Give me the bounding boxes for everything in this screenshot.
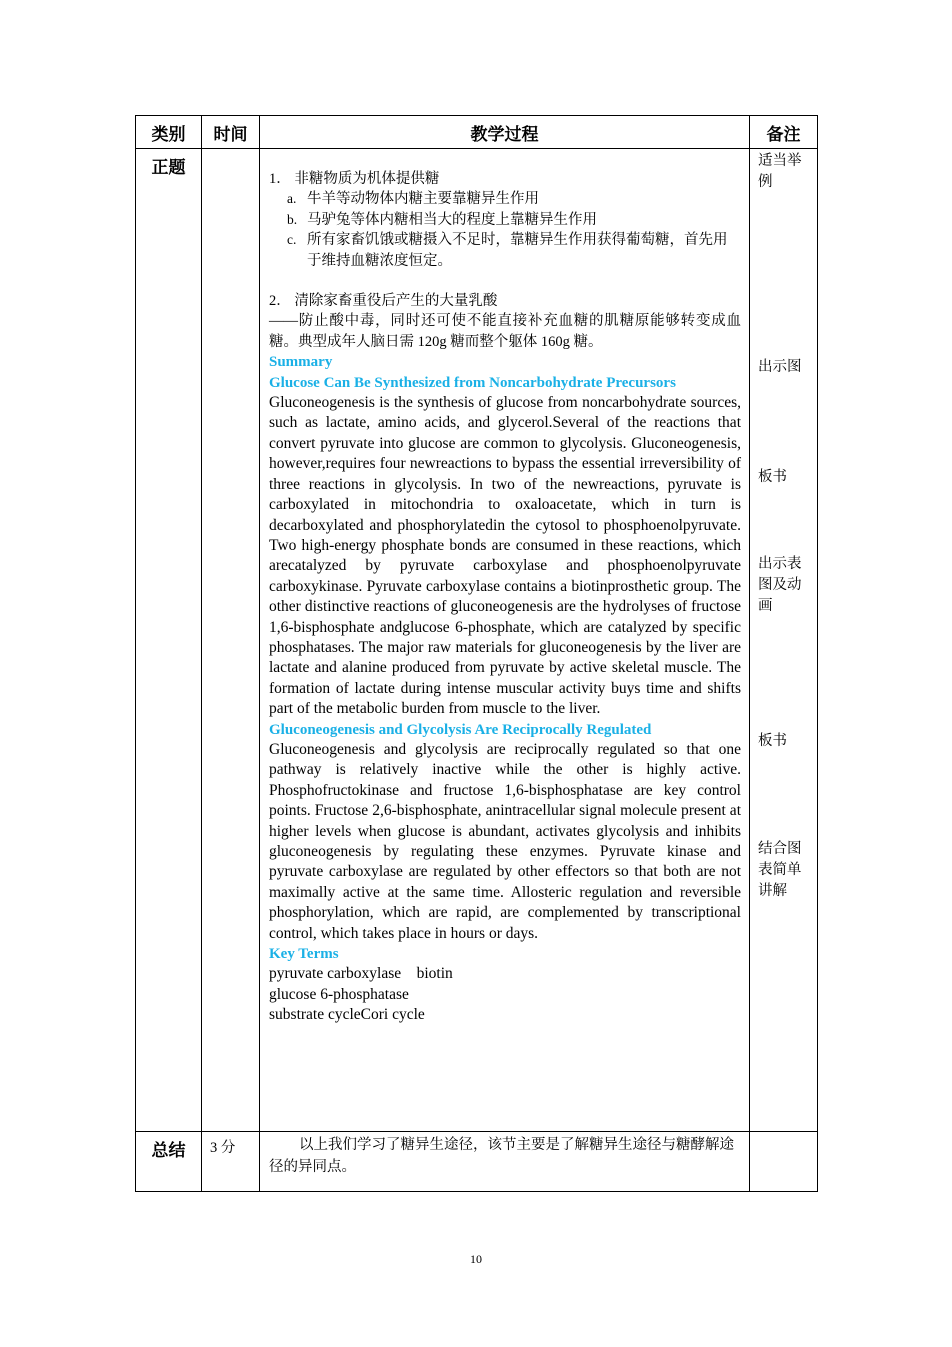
summary-row xyxy=(136,1132,818,1192)
note-item: 出示表图及动画 xyxy=(758,556,802,614)
summary-time: 3 分 xyxy=(202,1132,260,1192)
point1-title: 1． 非糖物质为机体提供糖 xyxy=(269,171,440,187)
summary-process-text: 以上我们学习了糖异生途径，该节主要是了解糖异生途径与糖酵解途径的异同点。 xyxy=(269,1137,734,1175)
note-item: 板书 xyxy=(758,733,787,749)
point1-item xyxy=(287,189,741,209)
lesson-plan-table xyxy=(135,115,818,1192)
note-item: 结合图表简单讲解 xyxy=(758,841,802,899)
section1-text: Gluconeogenesis is the synthesis of glucose from noncarbohydrate sources, such as lactate, amino acids, and glycerol.Several of the reactions that convert pyruvate into glucose are common to glycolysis. Gluconeogenesis, however,requires four newreactions to bypass the essential irreversibility of three reactions in glycolysis. In two of the newreactions, pyruvate is carboxylated in mitochondria to oxaloacetate, which in turn is decarboxylated and phosphorylatedin the cytosol to phosphoenolpyruvate. Two high-energy phosphate bonds are consumed in these reactions, which arecatalyzed by pyruvate carboxylase and phosphoenolpyruvate carboxykinase. Pyruvate carboxylase contains a biotinprosthetic group. The other distinctive reactions of gluconeogenesis are the hydrolyses of fructose 1,6-bisphosphate andglucose 6-phosphate, which are catalyzed by specific phosphatases. The major raw materials for gluconeogenesis by the liver are lactate and alanine produced from pyruvate by active skeletal muscle. The formation of lactate during intense muscular activity buys time and shifts part of the metabolic burden from muscle to the liver. xyxy=(269,394,741,718)
header-notes: 备注 xyxy=(750,116,818,149)
point1-item xyxy=(287,210,741,230)
key-terms-heading: Key Terms xyxy=(269,946,339,963)
point2-title: 2． 清除家畜重役后产生的大量乳酸 xyxy=(269,293,498,310)
item-letter: b. xyxy=(287,211,298,227)
key-term: pyruvate carboxylase biotin xyxy=(269,965,453,983)
point1-items xyxy=(269,189,741,271)
header-row xyxy=(136,116,818,149)
note-item: 板书 xyxy=(758,469,787,485)
key-term: substrate cycleCori cycle xyxy=(269,1006,425,1024)
item-letter: a. xyxy=(287,191,297,207)
main-process xyxy=(260,149,750,1132)
summary-notes xyxy=(750,1132,818,1192)
header-process: 教学过程 xyxy=(260,116,750,149)
section2-text: Gluconeogenesis and glycolysis are reciprocally regulated so that one pathway is relatively inactive while the other is highly active. Phosphofructokinase and fructose 1,6-bisphosphatase are key control points. Fructose 2,6-bisphosphate, anintracellular signal molecule present at higher levels when glucose is abundant, activates glycolysis and inhibits gluconeogenesis by regulating these enzymes. Pyruvate kinase and pyruvate carboxylase are regulated by other effectors so that both are not maximally active at the same time. Allosteric regulation and reversible phosphorylation, which are rapid, are complemented by transcriptional control, which takes place in hours or days. xyxy=(269,740,741,942)
section2-heading: Gluconeogenesis and Glycolysis Are Reciprocally Regulated xyxy=(269,721,652,738)
main-time xyxy=(202,149,260,1132)
item-text: 马驴兔等体内糖相当大的程度上靠糖异生作用 xyxy=(307,211,597,228)
point2-text: ——防止酸中毒，同时还可使不能直接补充血糖的肌糖原能够转变成血糖。典型成年人脑日需 120g 糖而整个躯体 160g 糖。 xyxy=(269,313,741,350)
header-time: 时间 xyxy=(202,116,260,149)
point1-item xyxy=(287,230,741,271)
item-text: 牛羊等动物体内糖主要靠糖异生作用 xyxy=(307,191,539,208)
note-item: 适当举例 xyxy=(758,153,802,190)
main-category: 正题 xyxy=(136,149,202,1132)
summary-heading: Summary xyxy=(269,354,333,371)
summary-category: 总结 xyxy=(136,1132,202,1192)
section1-heading: Glucose Can Be Synthesized from Noncarbohydrate Precursors xyxy=(269,374,676,391)
page-number: 10 xyxy=(470,1252,482,1266)
item-letter: c. xyxy=(287,232,297,248)
summary-process xyxy=(260,1132,750,1192)
key-term: glucose 6-phosphatase xyxy=(269,985,409,1003)
main-notes xyxy=(750,149,818,1132)
item-text: 所有家畜饥饿或糖摄入不足时，靠糖异生作用获得葡萄糖，首先用于维持血糖浓度恒定。 xyxy=(307,232,728,269)
main-row xyxy=(136,149,818,1132)
header-category: 类别 xyxy=(136,116,202,149)
note-item: 出示图 xyxy=(758,359,802,375)
